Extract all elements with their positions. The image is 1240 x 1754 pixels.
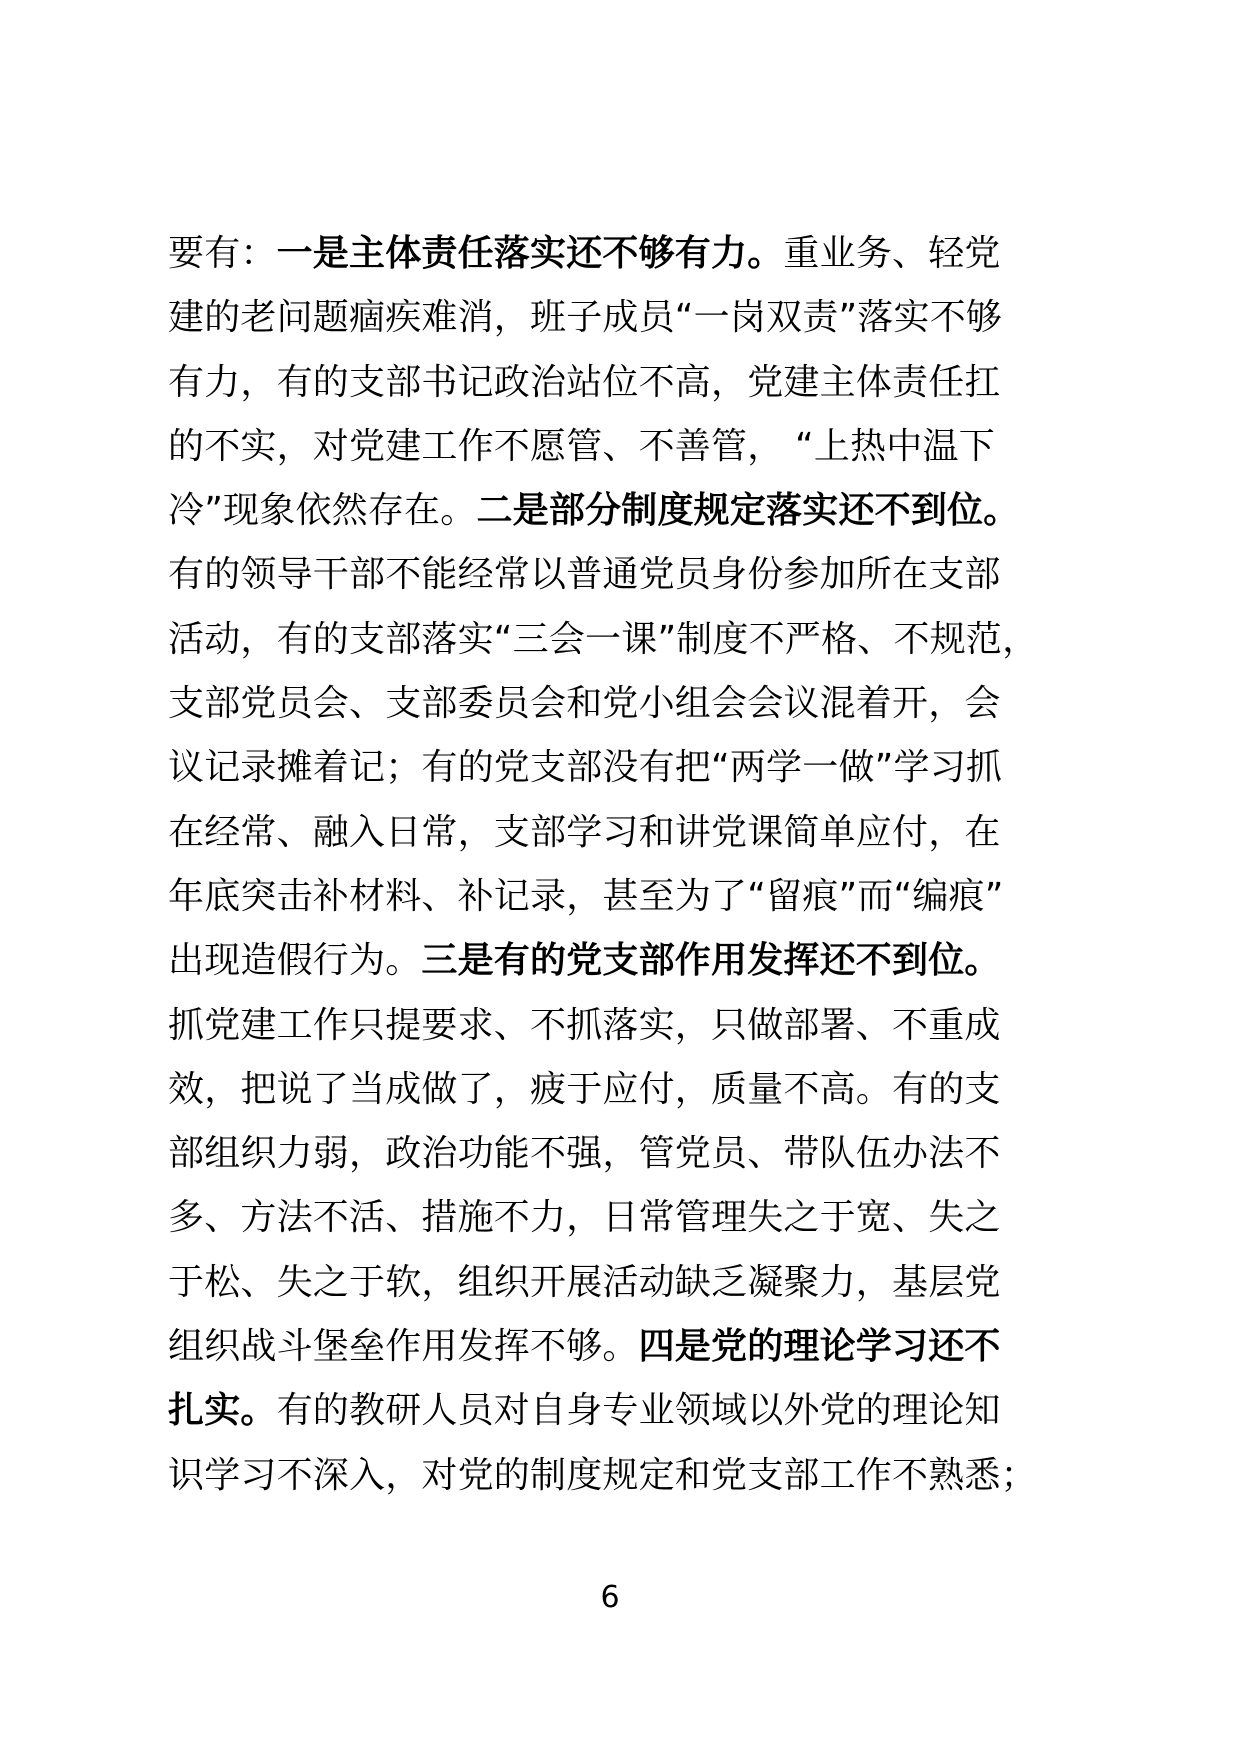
text-line bbox=[168, 1444, 1098, 1508]
text-line bbox=[168, 1186, 1098, 1250]
text-span: 建的老问题痼疾难消，班子成员“一岗双责”落实不够 bbox=[168, 297, 1003, 339]
text-span: 的不实，对党建工作不愿管、不善管， “上热中温下 bbox=[168, 425, 995, 467]
text-line bbox=[168, 1251, 1098, 1315]
text-span: 于松、失之于软，组织开展活动缺乏凝聚力，基层党 bbox=[168, 1261, 1001, 1303]
text-span: 效，把说了当成做了，疲于应付，质量不高。有的支 bbox=[168, 1068, 1001, 1110]
text-line bbox=[168, 1315, 1098, 1379]
text-span: 年底突击补材料、补记录，甚至为了“留痕”而“编痕” bbox=[168, 875, 1004, 917]
text-line bbox=[168, 543, 1098, 607]
text-span: 抓党建工作只提要求、不抓落实，只做部署、不重成 bbox=[168, 1004, 1001, 1046]
bold-heading-span: 二是部分制度规定落实还不到位。 bbox=[476, 490, 1020, 532]
text-span: 识学习不深入，对党的制度规定和党支部工作不熟悉； bbox=[168, 1454, 1037, 1496]
text-line bbox=[168, 286, 1098, 350]
text-line bbox=[168, 1379, 1098, 1443]
text-span: 要有： bbox=[168, 233, 277, 274]
text-span: 议记录摊着记；有的党支部没有把“两学一做”学习抓 bbox=[168, 747, 1003, 789]
text-span: 重业务、轻党 bbox=[783, 233, 1001, 274]
text-span: 有的领导干部不能经常以普通党员身份参加所在支部 bbox=[168, 554, 1001, 596]
text-line bbox=[168, 801, 1098, 865]
text-line bbox=[168, 994, 1098, 1058]
text-line bbox=[168, 865, 1098, 929]
text-line bbox=[168, 672, 1098, 736]
text-span: 支部党员会、支部委员会和党小组会会议混着开，会 bbox=[168, 683, 1001, 725]
page-number: 6 bbox=[600, 1580, 620, 1615]
text-line bbox=[168, 736, 1098, 800]
text-line bbox=[168, 1058, 1098, 1122]
text-span: 组织战斗堡垒作用发挥不够。 bbox=[168, 1326, 639, 1368]
body-text bbox=[168, 222, 1098, 1508]
bold-heading-span: 一是主体责任落实还不够有力。 bbox=[276, 233, 784, 274]
text-line bbox=[168, 222, 1098, 286]
text-line bbox=[168, 608, 1098, 672]
text-span: 活动，有的支部落实“三会一课”制度不严格、不规范， bbox=[168, 618, 1039, 660]
text-line bbox=[168, 415, 1098, 479]
bold-heading-span: 三是有的党支部作用发挥还不到位。 bbox=[421, 940, 1001, 982]
text-span: 在经常、融入日常，支部学习和讲党课简单应付，在 bbox=[168, 811, 1001, 853]
text-line bbox=[168, 351, 1098, 415]
bold-heading-span: 扎实。 bbox=[168, 1390, 277, 1432]
text-span: 有力，有的支部书记政治站位不高，党建主体责任扛 bbox=[168, 361, 1001, 403]
text-span: 出现造假行为。 bbox=[168, 940, 422, 982]
text-line bbox=[168, 479, 1098, 543]
text-span: 部组织力弱，政治功能不强，管党员、带队伍办法不 bbox=[168, 1133, 1001, 1175]
text-span: 有的教研人员对自身专业领域以外党的理论知 bbox=[276, 1390, 1001, 1432]
bold-heading-span: 四是党的理论学习还不 bbox=[638, 1326, 1001, 1368]
text-span: 冷”现象依然存在。 bbox=[168, 490, 477, 532]
text-line bbox=[168, 929, 1098, 993]
text-span: 多、方法不活、措施不力，日常管理失之于宽、失之 bbox=[168, 1197, 1001, 1239]
text-line bbox=[168, 1122, 1098, 1186]
